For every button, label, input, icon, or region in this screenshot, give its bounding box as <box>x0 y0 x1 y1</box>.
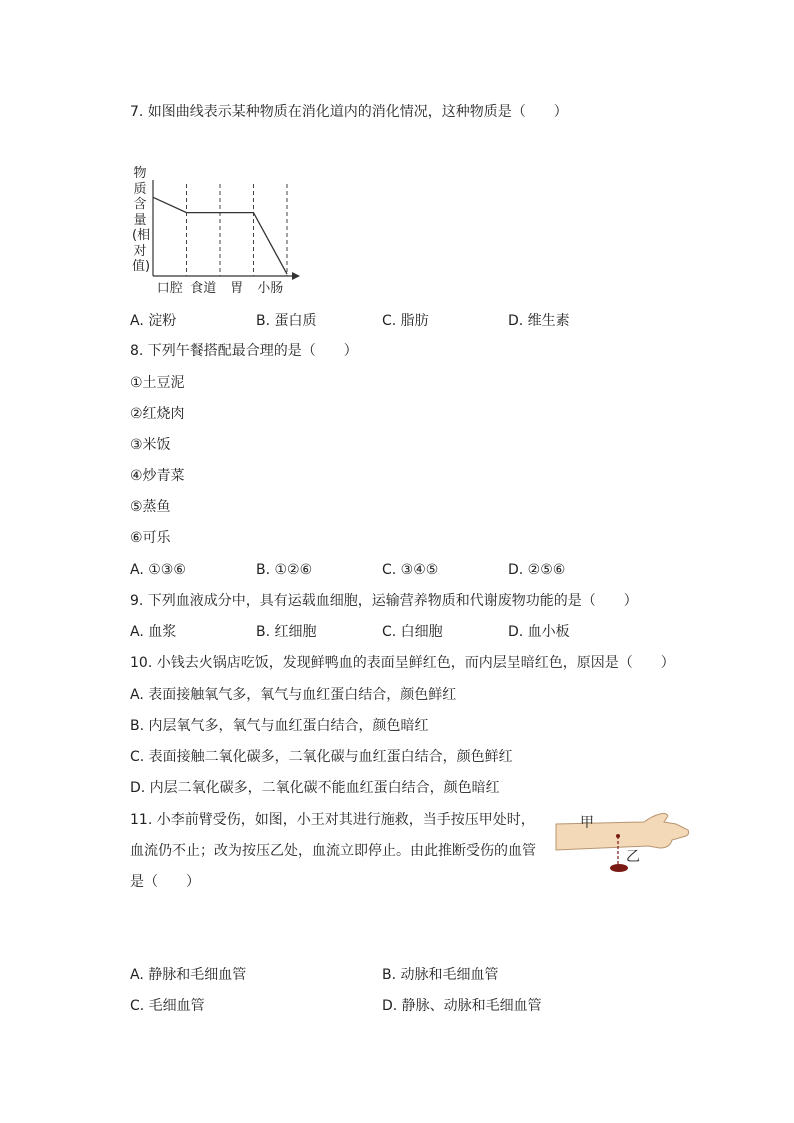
q11-option-b[interactable]: B. 动脉和毛细血管 <box>382 967 499 983</box>
q9-option-a[interactable]: A. 血浆 <box>130 624 177 640</box>
q7-chart-x-label: 食道 <box>190 281 217 296</box>
q11-stem-line-3: 是（ ） <box>130 874 200 890</box>
q11-forearm-figure <box>552 808 692 878</box>
q10-option-c[interactable]: C. 表面接触二氧化碳多，二氧化碳与血红蛋白结合，颜色鲜红 <box>130 749 513 765</box>
q7-chart <box>128 160 308 300</box>
q9-stem: 9. 下列血液成分中，具有运载血细胞，运输营养物质和代谢废物功能的是（ ） <box>130 593 638 609</box>
q7-chart-ylabel: 物质含量(相对值) <box>132 166 151 274</box>
q8-item-1: ①土豆泥 <box>130 375 185 391</box>
q9-option-d[interactable]: D. 血小板 <box>508 624 570 640</box>
q7-chart-x-label: 胃 <box>230 281 244 296</box>
q10-option-d[interactable]: D. 内层二氧化碳多，二氧化碳不能血红蛋白结合，颜色暗红 <box>130 780 500 796</box>
q8-item-2: ②红烧肉 <box>130 406 185 422</box>
q7-chart-x-arrow <box>292 272 300 280</box>
q8-stem: 8. 下列午餐搭配最合理的是（ ） <box>130 343 358 359</box>
q8-option-d[interactable]: D. ②⑤⑥ <box>508 562 566 578</box>
wound-point <box>616 834 620 838</box>
q9-option-c[interactable]: C. 白细胞 <box>382 624 443 640</box>
q10-option-a[interactable]: A. 表面接触氧气多，氧气与血红蛋白结合，颜色鲜红 <box>130 687 457 703</box>
q7-chart-x-label: 小肠 <box>257 281 284 296</box>
q8-item-6: ⑥可乐 <box>130 530 171 546</box>
q8-item-3: ③米饭 <box>130 437 171 453</box>
q11-label-jia: 甲 <box>580 815 594 831</box>
q9-option-b[interactable]: B. 红细胞 <box>256 624 317 640</box>
q7-option-d[interactable]: D. 维生素 <box>508 313 570 329</box>
q7-option-b[interactable]: B. 蛋白质 <box>256 313 317 329</box>
q11-option-c[interactable]: C. 毛细血管 <box>130 998 205 1014</box>
q8-item-5: ⑤蒸鱼 <box>130 499 171 515</box>
q8-option-b[interactable]: B. ①②⑥ <box>256 562 313 578</box>
q7-option-a[interactable]: A. 淀粉 <box>130 313 177 329</box>
forearm-shape <box>556 813 689 850</box>
q7-option-c[interactable]: C. 脂肪 <box>382 313 429 329</box>
q8-option-a[interactable]: A. ①③⑥ <box>130 562 186 578</box>
q10-option-b[interactable]: B. 内层氧气多，氧气与血红蛋白结合，颜色暗红 <box>130 718 429 734</box>
q11-stem-line-2: 血流仍不止；改为按压乙处，血流立即停止。由此推断受伤的血管 <box>130 843 536 859</box>
q11-option-a[interactable]: A. 静脉和毛细血管 <box>130 967 247 983</box>
q8-option-c[interactable]: C. ③④⑤ <box>382 562 439 578</box>
q11-option-d[interactable]: D. 静脉、动脉和毛细血管 <box>382 998 542 1014</box>
q8-item-4: ④炒青菜 <box>130 468 185 484</box>
q10-stem: 10. 小钱去火锅店吃饭，发现鲜鸭血的表面呈鲜红色，而内层呈暗红色，原因是（ ） <box>130 655 675 671</box>
q11-stem-line-1: 11. 小李前臂受伤，如图，小王对其进行施救，当手按压甲处时， <box>130 812 535 828</box>
q7-stem: 7. 如图曲线表示某种物质在消化道内的消化情况，这种物质是（ ） <box>130 104 568 120</box>
q11-label-yi: 乙 <box>626 849 640 865</box>
q7-chart-x-label: 口腔 <box>156 281 183 296</box>
